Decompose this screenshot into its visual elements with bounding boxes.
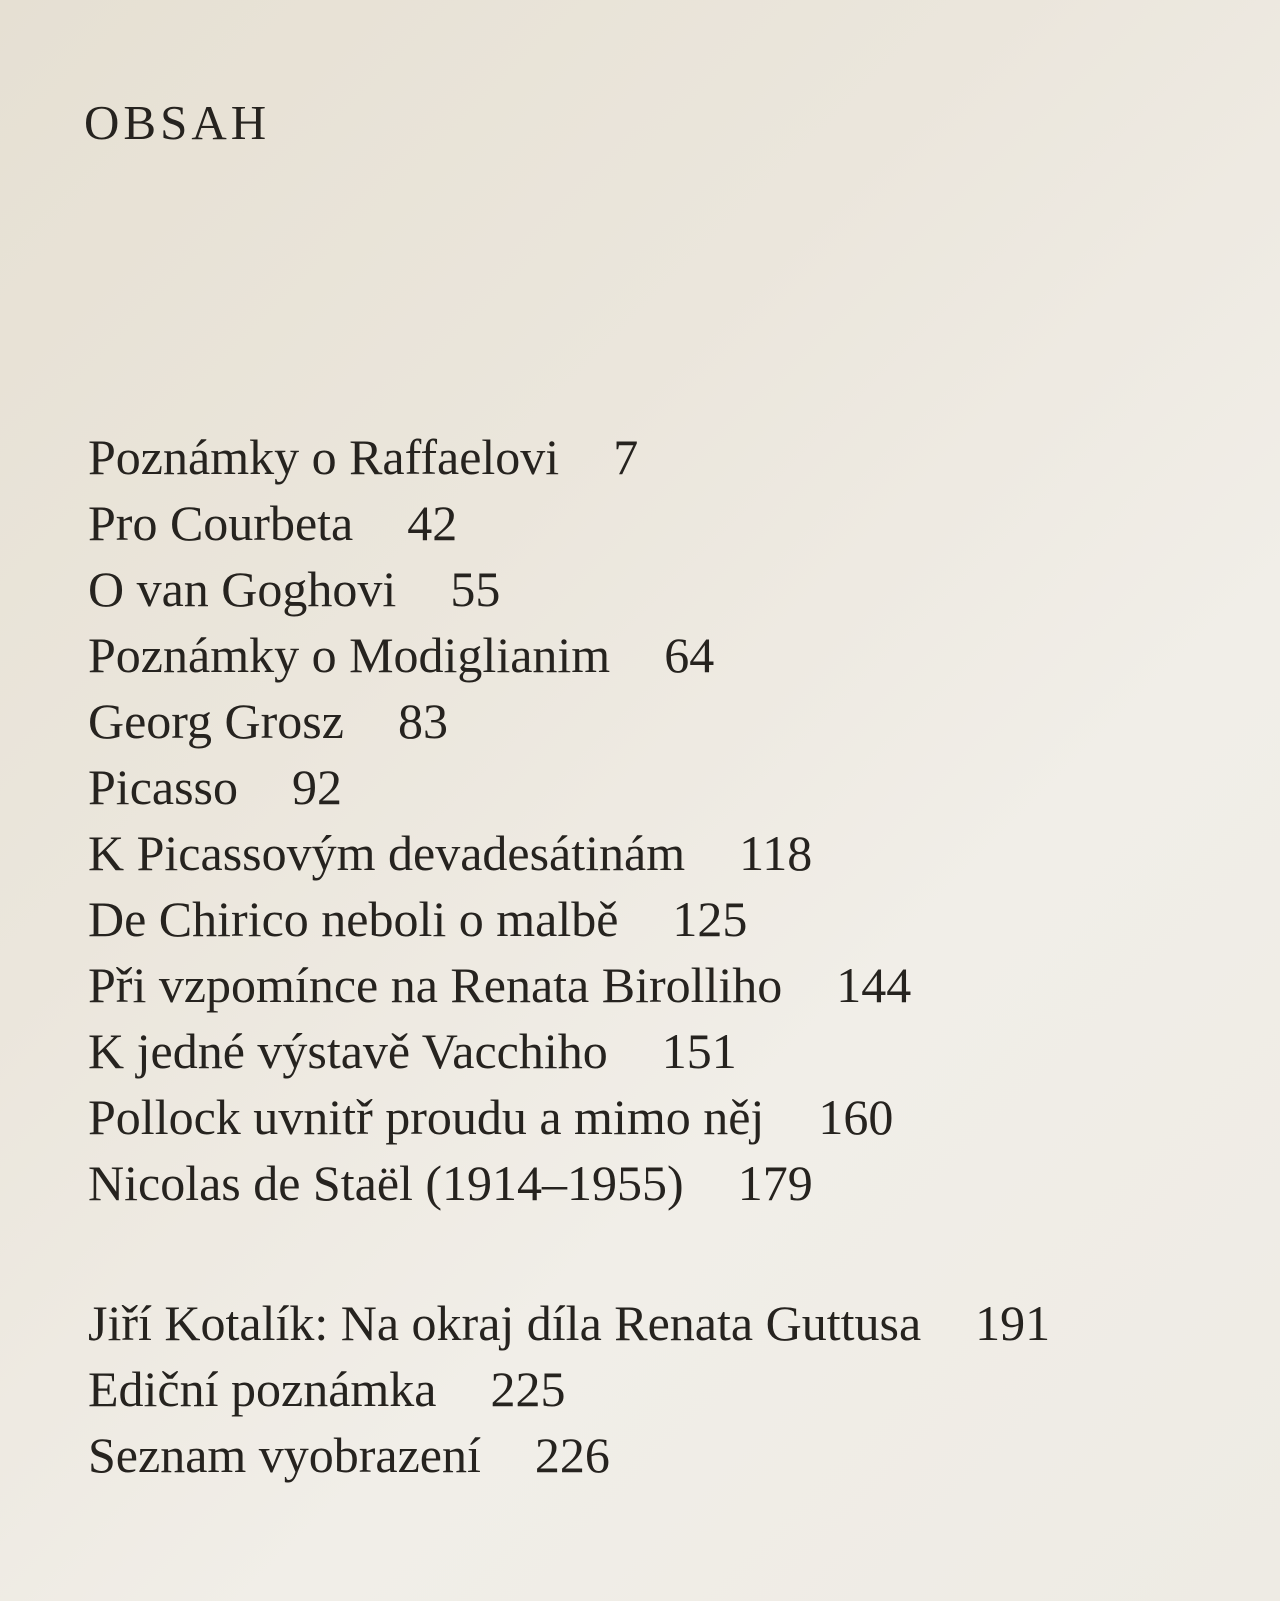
toc-list <box>88 424 911 1216</box>
toc-entry <box>88 556 911 622</box>
toc-appendix-list <box>88 1290 1050 1488</box>
toc-entry-title: Georg Grosz <box>88 693 344 749</box>
toc-entry-page: 191 <box>975 1295 1051 1351</box>
toc-entry-page: 225 <box>490 1361 566 1417</box>
toc-entry-page: 160 <box>818 1089 894 1145</box>
toc-entry-page: 55 <box>450 561 501 617</box>
toc-entry-page: 118 <box>739 825 813 881</box>
toc-entry-page: 7 <box>613 429 639 485</box>
toc-entry <box>88 886 911 952</box>
toc-entry-title: Pollock uvnitř proudu a mimo něj <box>88 1089 765 1145</box>
toc-entry <box>88 754 911 820</box>
toc-entry <box>88 1356 1050 1422</box>
toc-entry <box>88 1150 911 1216</box>
toc-entry-title: Ediční poznámka <box>88 1361 437 1417</box>
toc-entry-page: 179 <box>737 1155 813 1211</box>
toc-entry <box>88 622 911 688</box>
toc-entry-page: 144 <box>836 957 912 1013</box>
toc-entry-page: 226 <box>534 1427 610 1483</box>
toc-entry-title: Picasso <box>88 759 238 815</box>
toc-entry-title: K jedné výstavě Vacchiho <box>88 1023 608 1079</box>
toc-entry-title: Při vzpomínce na Renata Birolliho <box>88 957 783 1013</box>
toc-entry <box>88 1084 911 1150</box>
toc-entry-page: 64 <box>664 627 715 683</box>
toc-entry <box>88 820 911 886</box>
toc-entry-title: Pro Courbeta <box>88 495 354 551</box>
toc-entry <box>88 1422 1050 1488</box>
toc-entry <box>88 1018 911 1084</box>
toc-entry-page: 42 <box>407 495 458 551</box>
toc-entry <box>88 688 911 754</box>
toc-entry-title: Poznámky o Modiglianim <box>88 627 611 683</box>
page-title: OBSAH <box>84 95 271 150</box>
toc-entry-page: 125 <box>672 891 748 947</box>
toc-entry-title: O van Goghovi <box>88 561 397 617</box>
toc-entry-page: 92 <box>292 759 342 815</box>
toc-entry-title: K Picassovým devadesátinám <box>88 825 686 881</box>
toc-entry-title: De Chirico neboli o malbě <box>88 891 619 947</box>
toc-entry-title: Nicolas de Staël (1914–1955) <box>88 1155 684 1211</box>
toc-entry-title: Jiří Kotalík: Na okraj díla Renata Guttusa <box>88 1295 922 1351</box>
toc-entry <box>88 952 911 1018</box>
toc-entry-title: Seznam vyobrazení <box>88 1427 481 1483</box>
toc-entry-page: 83 <box>397 693 448 749</box>
toc-entry-page: 151 <box>661 1023 737 1079</box>
toc-entry-title: Poznámky o Raffaelovi <box>88 429 560 485</box>
toc-entry <box>88 490 911 556</box>
toc-entry <box>88 1290 1050 1356</box>
toc-entry <box>88 424 911 490</box>
